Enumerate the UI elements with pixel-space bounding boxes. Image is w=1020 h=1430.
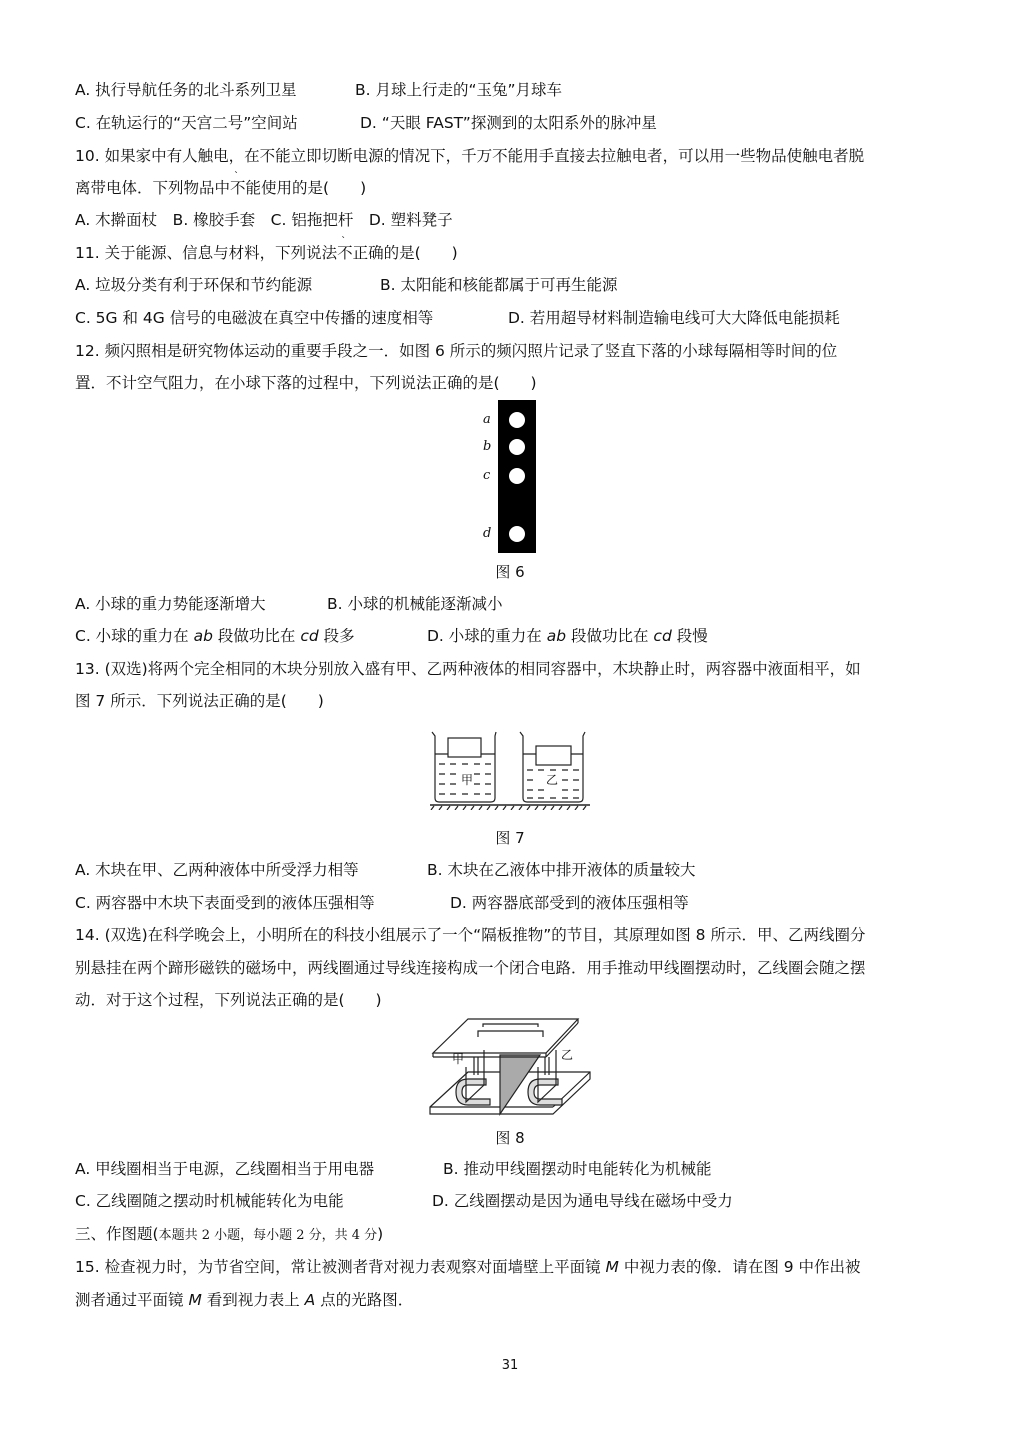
q13-options-ab [75, 860, 696, 880]
option-d: D. 乙线圈摆动是因为通电导线在磁场中受力 [432, 1192, 733, 1210]
text: C. 小球的重力在 [75, 627, 194, 645]
text: 测者通过平面镜 [75, 1291, 189, 1309]
option-c: C. 乙线圈随之摆动时机械能转化为电能 [75, 1192, 344, 1210]
label-a: a [483, 412, 491, 427]
q13-stem-1: 13. (双选)将两个完全相同的木块分别放入盛有甲、乙两种液体的相同容器中，木块静止时，两容器中液面相平，如 [75, 660, 861, 678]
q15-stem-2 [75, 1290, 413, 1310]
q12-stem-1: 12. 频闪照相是研究物体运动的重要手段之一．如图 6 所示的频闪照片记录了竖直下落的小球每隔相等时间的位 [75, 342, 838, 360]
label-b: b [483, 439, 492, 454]
figure-8-caption: 图 8 [495, 1129, 525, 1147]
text: 11. 关于能源、信息与材料，下列说法 [75, 244, 338, 262]
q11-stem [75, 243, 458, 263]
option-c: C. 5G 和 4G 信号的电磁波在真空中传播的速度相等 [75, 309, 434, 327]
text: 段慢 [671, 627, 708, 645]
option-b: B. 太阳能和核能都属于可再生能源 [380, 276, 618, 294]
page-number: 31 [501, 1358, 519, 1373]
q10-stem-1: 10. 如果家中有人触电，在不能立即切断电源的情况下，千万不能用手直接去拉触电者，可以用一些物品使触电者脱 [75, 147, 865, 165]
text: 使用的是( ) [261, 179, 367, 197]
text: 中视力表的像．请在图 9 中作出被 [618, 1258, 861, 1276]
option-c: C. 两容器中木块下表面受到的液体压强相等 [75, 894, 375, 912]
option-b: B. 推动甲线圈摆动时电能转化为机械能 [443, 1160, 712, 1178]
text: 段做功比在 [212, 627, 301, 645]
label-d: d [483, 526, 492, 541]
option-b: B. 月球上行走的“玉兔”月球车 [355, 81, 563, 99]
q11-options-cd [75, 308, 840, 328]
q14-stem-2: 别悬挂在两个蹄形磁铁的磁场中，两线圈通过导线连接构成一个闭合电路．用手推动甲线圈摆动时，乙线圈会随之摆 [75, 959, 866, 977]
option-d: D. 若用超导材料制造输电线可大大降低电能损耗 [508, 309, 840, 327]
var: A [304, 1291, 316, 1309]
q14-options-ab [75, 1159, 712, 1179]
text: 离带电体．下列物品中 [75, 179, 231, 197]
q12-options-cd [75, 626, 708, 646]
emphasis: ˋ 不能 [230, 179, 261, 197]
q13-stem-2: 图 7 所示．下列说法正确的是( ) [75, 692, 324, 710]
option-a: A. 木块在甲、乙两种液体中所受浮力相等 [75, 861, 359, 879]
label-jia: 甲 [461, 773, 474, 787]
text: D. 小球的重力在 [427, 627, 547, 645]
q9-options-cd [75, 113, 657, 133]
text: 三、作图题( [75, 1225, 159, 1243]
figure-7-caption: 图 7 [495, 829, 525, 847]
q11-options-ab [75, 275, 618, 295]
q14-stem-3: 动．对于这个过程，下列说法正确的是( ) [75, 991, 382, 1009]
var: ab [193, 627, 213, 645]
emphasis: ˋ 不正确 [337, 244, 384, 262]
var: M [605, 1258, 619, 1276]
q12-stem-2: 置．不计空气阻力，在小球下落的过程中，下列说法正确的是( ) [75, 374, 537, 392]
label-yi: 乙 [546, 773, 559, 787]
text: 的是( ) [383, 244, 458, 262]
q14-options-cd [75, 1191, 733, 1211]
label-jia: 甲 [452, 1052, 465, 1066]
ball-d [509, 526, 525, 542]
label-yi: 乙 [561, 1048, 574, 1062]
option-a: A. 垃圾分类有利于环保和节约能源 [75, 276, 313, 294]
option-a: A. 小球的重力势能逐渐增大 [75, 595, 266, 613]
q12-options-ab [75, 594, 503, 614]
option-c: C. 在轨运行的“天宫二号”空间站 [75, 114, 298, 132]
var: cd [300, 627, 319, 645]
q10-options: A. 木擀面杖 B. 橡胶手套 C. 铝拖把杆 D. 塑料凳子 [75, 211, 453, 229]
option-b: B. 小球的机械能逐渐减小 [327, 595, 503, 613]
var: ab [546, 627, 567, 645]
section-3-heading [75, 1224, 383, 1246]
option-a: A. 执行导航任务的北斗系列卫星 [75, 81, 297, 99]
option-d: D. 两容器底部受到的液体压强相等 [450, 894, 689, 912]
option-b: B. 木块在乙液体中排开液体的质量较大 [427, 861, 696, 879]
ball-a [509, 412, 525, 428]
figure-6-caption: 图 6 [495, 563, 525, 581]
ball-b [509, 439, 525, 455]
label-c: c [483, 468, 491, 483]
q13-options-cd [75, 893, 689, 913]
text: 段做功比在 [566, 627, 654, 645]
var: cd [653, 627, 672, 645]
text: 段多 [318, 627, 355, 645]
q14-stem-1: 14. (双选)在科学晚会上，小明所在的科技小组展示了一个“隔板推物”的节目，其原理如图 8 所示．甲、乙两线圈分 [75, 926, 866, 944]
option-a: A. 甲线圈相当于电源，乙线圈相当于用电器 [75, 1160, 375, 1178]
text: 15. 检查视力时，为节省空间，常让被测者背对视力表观察对面墙壁上平面镜 [75, 1258, 606, 1276]
q15-stem-1 [75, 1257, 861, 1277]
text: 点的光路图． [315, 1291, 414, 1309]
q9-options-ab [75, 80, 563, 100]
figure-7-containers [430, 728, 590, 810]
q10-stem-2 [75, 178, 366, 198]
var: M [188, 1291, 202, 1309]
text: 看到视力表上 [201, 1291, 305, 1309]
section-note: 本题共 2 小题，每小题 2 分，共 4 分 [158, 1228, 378, 1243]
option-d: D. “天眼 FAST”探测到的太阳系外的脉冲星 [360, 114, 657, 132]
text: ) [377, 1225, 384, 1243]
ball-c [509, 468, 525, 484]
